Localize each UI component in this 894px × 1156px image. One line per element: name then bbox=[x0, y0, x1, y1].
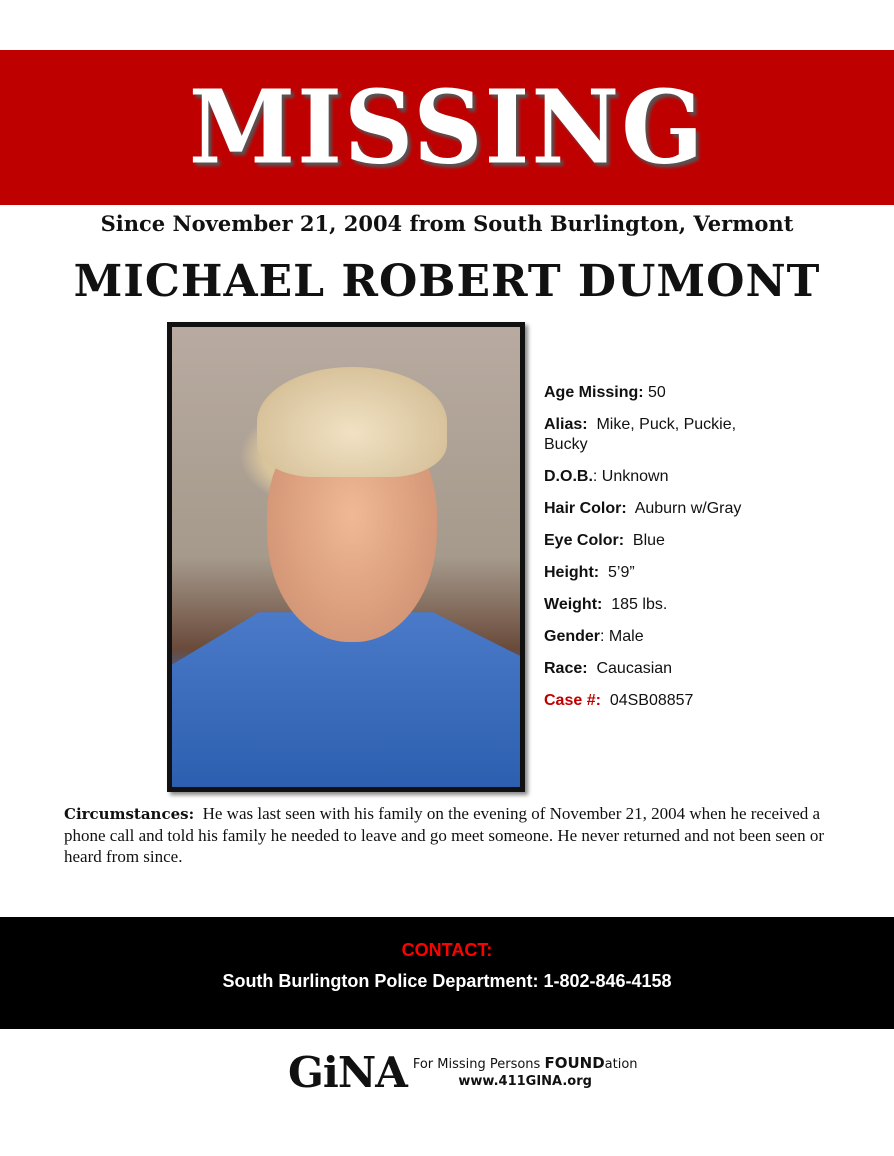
fact-case: Case #: 04SB08857 bbox=[544, 692, 694, 709]
gina-logo-mark: GiNA bbox=[288, 1047, 407, 1097]
contact-phone: South Burlington Police Department: 1-802-846-4158 bbox=[222, 971, 672, 991]
gina-url: www.411GINA.org bbox=[458, 1073, 592, 1089]
fact-gender: Gender: Male bbox=[544, 628, 644, 645]
fact-race: Race: Caucasian bbox=[544, 660, 673, 677]
photo-hair bbox=[257, 367, 447, 477]
missing-since: Since November 21, 2004 from South Burlington, Vermont bbox=[100, 211, 794, 236]
circumstances-text: He was last seen with his family on the evening of November 21, 2004 when he received a phone call and told his family he needed to leave and go meet someone. He never returned and not been seen or heard from since. bbox=[64, 804, 825, 866]
fact-hair: Hair Color: Auburn w/Gray bbox=[544, 500, 742, 517]
fact-height: Height: 5’9” bbox=[544, 564, 635, 581]
gina-tagline: For Missing Persons FOUNDation www.411GINA.org bbox=[412, 1053, 638, 1089]
fact-dob: D.O.B.: Unknown bbox=[544, 468, 669, 485]
fact-weight: Weight: 185 lbs. bbox=[544, 596, 668, 613]
fact-eye: Eye Color: Blue bbox=[544, 532, 665, 549]
circumstances bbox=[64, 803, 834, 867]
missing-title: MISSING bbox=[188, 68, 706, 187]
contact-label: CONTACT: bbox=[401, 940, 493, 960]
fact-age: Age Missing: 50 bbox=[544, 384, 666, 401]
fact-alias: Alias: Mike, Puck, Puckie, Bucky bbox=[544, 416, 737, 453]
circumstances-label: Circumstances: bbox=[64, 805, 195, 823]
person-photo bbox=[167, 322, 525, 792]
facts-list bbox=[544, 383, 784, 723]
person-name: MICHAEL ROBERT DUMONT bbox=[73, 256, 821, 307]
gina-logo bbox=[288, 1048, 638, 1096]
